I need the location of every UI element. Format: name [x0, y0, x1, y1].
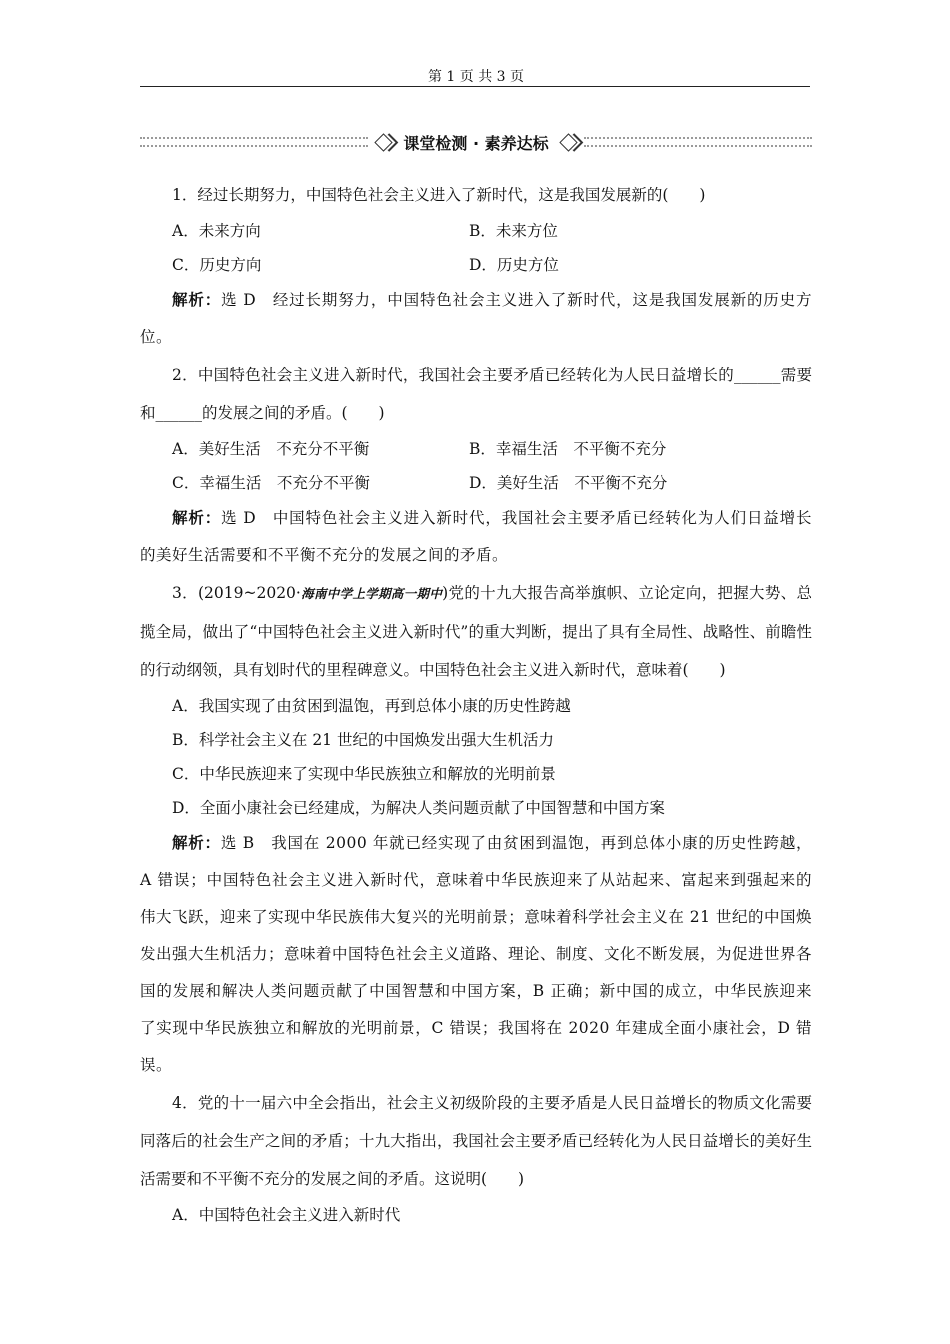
- question-2-option-a: A．美好生活 不充分不平衡: [172, 440, 370, 458]
- question-2-analysis: [140, 500, 812, 574]
- question-3-option-a: A．我国实现了由贫困到温饱，再到总体小康的历史性跨越: [172, 697, 571, 715]
- question-3-source: 海南中学上学期高一期中: [300, 586, 443, 601]
- question-list: [140, 176, 812, 1232]
- header-rule: [140, 86, 810, 87]
- analysis-label: 解析：: [172, 509, 222, 527]
- question-1-option-b: B．未来方位: [469, 222, 558, 240]
- diamond-icon: [375, 133, 393, 151]
- section-title: 课堂检测 · 素养达标: [403, 133, 549, 153]
- question-3-option-b: B．科学社会主义在 21 世纪的中国焕发出强大生机活力: [172, 731, 554, 749]
- question-1-option-a: A．未来方向: [172, 222, 261, 240]
- question-4-option-a: A．中国特色社会主义进入新时代: [172, 1206, 401, 1224]
- analysis-text: 选 B 我国在 2000 年就已经实现了由贫困到温饱，再到总体小康的历史性跨越，A 错误；中国特色社会主义进入新时代，意味着中华民族迎来了从站起来、富起来到强起来的伟大飞跃，迎来了实现中华民族伟大复兴的光明前景；意味着科学社会主义在 21 世纪的中国焕发出强大生机活力；意味着中国特色社会主义道路、理论、制度、文化不断发展，为促进世界各国的发展和解决人类问题贡献了中国智慧和中国方案，B 正确；新中国的成立，中华民族迎来了实现中华民族独立和解放的光明前景，C 错误；我国将在 2020 年建成全面小康社会，D 错误。: [140, 834, 813, 1074]
- diamond-icon: [559, 133, 577, 151]
- question-3-option-c: C．中华民族迎来了实现中华民族独立和解放的光明前景: [172, 765, 556, 783]
- question-2-option-c: C．幸福生活 不充分不平衡: [172, 474, 370, 492]
- question-2-stem: 2．中国特色社会主义进入新时代，我国社会主要矛盾已经转化为人民日益增长的______需要和______的发展之间的矛盾。( ): [140, 366, 812, 422]
- analysis-text: 选 D 经过长期努力，中国特色社会主义进入了新时代，这是我国发展新的历史方位。: [140, 291, 812, 346]
- question-3-analysis: [140, 825, 812, 1084]
- question-2-options-ab: [140, 432, 812, 466]
- analysis-label: 解析：: [172, 291, 222, 309]
- question-2-option-b: B．幸福生活 不平衡不充分: [469, 440, 667, 458]
- question-2-option-d: D．美好生活 不平衡不充分: [469, 474, 668, 492]
- question-3-stem-text: )党的十九大报告高举旗帜、立论定向，把握大势、总揽全局，做出了“中国特色社会主义进入新时代”的重大判断，提出了具有全局性、战略性、前瞻性的行动纲领，具有划时代的里程碑意义。中国特色社会主义进入新时代，意味着( ): [140, 584, 812, 679]
- analysis-label: 解析：: [172, 834, 221, 852]
- question-1-options-ab: [140, 214, 812, 248]
- question-1-options-cd: [140, 248, 812, 282]
- question-1-stem: 1．经过长期努力，中国特色社会主义进入了新时代，这是我国发展新的( ): [172, 186, 706, 204]
- banner-dots-right: [584, 137, 812, 147]
- question-3-stem: [140, 574, 812, 689]
- banner-dots-left: [140, 137, 368, 147]
- section-banner: [140, 130, 812, 154]
- question-2-options-cd: [140, 466, 812, 500]
- question-1-analysis: [140, 282, 812, 356]
- page-header: 第 1 页 共 3 页: [427, 69, 525, 85]
- question-4-stem: 4．党的十一届六中全会指出，社会主义初级阶段的主要矛盾是人民日益增长的物质文化需要同落后的社会生产之间的矛盾；十九大指出，我国社会主要矛盾已经转化为人民日益增长的美好生活需要和不平衡不充分的发展之间的矛盾。这说明( ): [140, 1094, 812, 1188]
- question-3-option-d: D．全面小康社会已经建成，为解决人类问题贡献了中国智慧和中国方案: [172, 799, 665, 817]
- question-1-option-c: C．历史方向: [172, 256, 262, 274]
- analysis-text: 选 D 中国特色社会主义进入新时代，我国社会主要矛盾已经转化为人们日益增长的美好生活需要和不平衡不充分的发展之间的矛盾。: [140, 509, 812, 564]
- question-3-number: 3．(2019~2020·: [172, 584, 301, 602]
- question-1-option-d: D．历史方位: [469, 256, 559, 274]
